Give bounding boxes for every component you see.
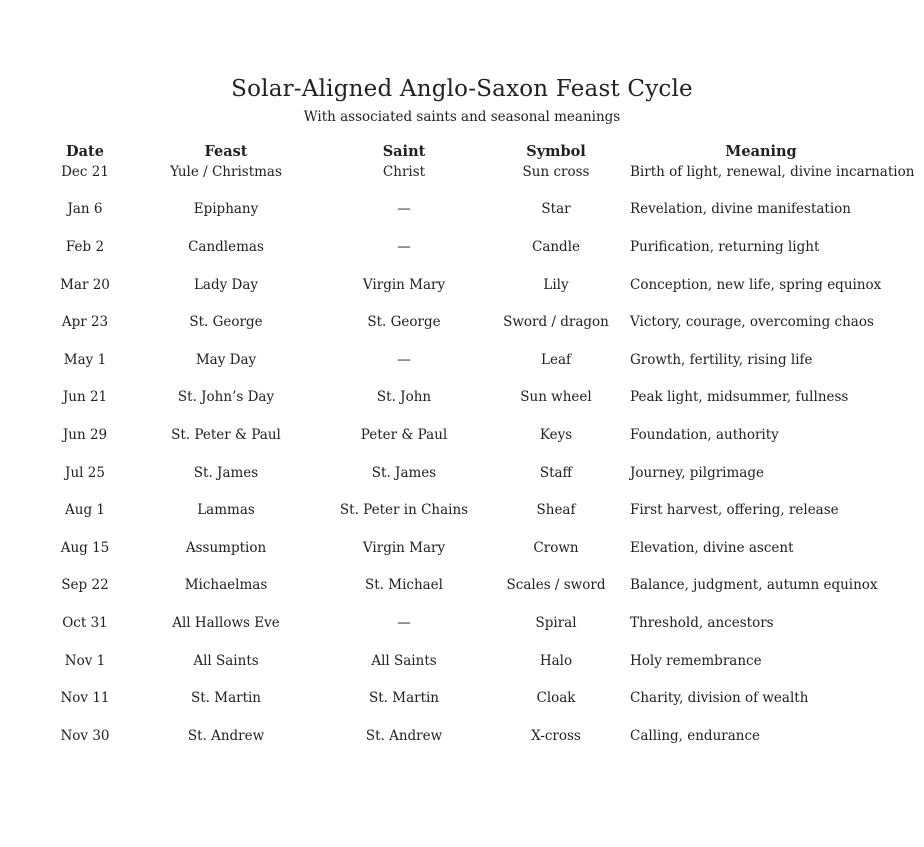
saint-cell: Christ — [382, 163, 426, 180]
feast-table — [30, 143, 915, 764]
feast-table-header — [30, 143, 906, 163]
feast-cell: St. Andrew — [187, 727, 265, 744]
date-cell: Jun 29 — [62, 427, 108, 443]
table-row — [30, 501, 906, 539]
symbol-cell: Cloak — [536, 690, 576, 707]
column-header-meaning: Meaning — [725, 143, 797, 160]
symbol-cell: Leaf — [541, 351, 571, 368]
saint-cell: All Saints — [371, 652, 437, 669]
symbol-cell: Sun wheel — [520, 389, 592, 406]
feast-table-body — [30, 163, 915, 765]
feast-cell: St. James — [193, 464, 259, 481]
meaning-cell: Threshold, ancestors — [630, 614, 774, 631]
feast-cell: Michaelmas — [184, 577, 268, 594]
table-row — [30, 163, 906, 201]
saint-cell: St. John — [376, 389, 432, 406]
table-row — [30, 351, 906, 389]
symbol-cell: Star — [541, 201, 571, 218]
table-row — [30, 614, 906, 652]
feast-cell: Epiphany — [193, 201, 259, 218]
meaning-cell: Elevation, divine ascent — [630, 539, 794, 556]
saint-cell: St. James — [371, 464, 437, 481]
date-cell: Feb 2 — [65, 239, 105, 256]
column-header-symbol: Symbol — [526, 143, 586, 160]
symbol-cell: Crown — [533, 539, 579, 556]
meaning-cell: Birth of light, renewal, divine incarnation — [630, 163, 915, 180]
saint-cell: — — [397, 614, 411, 631]
date-cell: Jan 6 — [67, 201, 103, 218]
feast-cell: All Hallows Eve — [172, 614, 280, 631]
page-subtitle: With associated saints and seasonal meanings — [303, 109, 621, 125]
page-title: Solar-Aligned Anglo-Saxon Feast Cycle — [231, 76, 693, 102]
feast-cell: All Saints — [193, 652, 259, 669]
table-row — [30, 426, 906, 464]
saint-cell: — — [397, 351, 411, 368]
date-cell: Jul 25 — [65, 464, 105, 481]
meaning-cell: Peak light, midsummer, fullness — [630, 389, 849, 406]
meaning-cell: Victory, courage, overcoming chaos — [630, 314, 874, 331]
feast-cell: Lady Day — [193, 276, 259, 293]
symbol-cell: Scales / sword — [506, 577, 606, 594]
table-row — [30, 576, 906, 614]
date-cell: Nov 1 — [64, 652, 106, 669]
symbol-cell: Sun cross — [522, 163, 590, 180]
column-header-feast: Feast — [204, 143, 248, 160]
column-header-date: Date — [66, 143, 104, 160]
symbol-cell: Spiral — [535, 614, 577, 631]
date-cell: Apr 23 — [61, 314, 109, 331]
meaning-cell: Charity, division of wealth — [630, 690, 809, 707]
table-row — [30, 200, 906, 238]
date-cell: Mar 20 — [60, 276, 110, 293]
date-cell: Sep 22 — [61, 577, 109, 594]
saint-cell: St. Peter in Chains — [339, 502, 469, 519]
saint-cell: — — [397, 201, 411, 218]
saint-cell: — — [397, 239, 411, 256]
table-row — [30, 689, 906, 727]
table-row — [30, 238, 906, 276]
feast-cell: Lammas — [197, 502, 255, 519]
symbol-cell: Candle — [531, 239, 581, 256]
date-cell: Jun 21 — [62, 389, 108, 406]
feast-cell: Candlemas — [188, 239, 264, 256]
saint-cell: Virgin Mary — [362, 539, 446, 556]
table-row — [30, 464, 906, 502]
table-row — [30, 388, 906, 426]
date-cell: Nov 11 — [60, 690, 110, 707]
saint-cell: St. Michael — [364, 577, 443, 594]
column-header-saint: Saint — [382, 143, 426, 160]
table-row — [30, 539, 906, 577]
symbol-cell: Sword / dragon — [503, 314, 609, 331]
meaning-cell: Conception, new life, spring equinox — [630, 276, 882, 293]
feast-cell: St. John’s Day — [177, 389, 275, 406]
table-row — [30, 276, 906, 314]
symbol-cell: Lily — [543, 276, 569, 293]
saint-cell: St. Martin — [368, 690, 440, 707]
date-cell: Dec 21 — [61, 163, 109, 180]
meaning-cell: Calling, endurance — [630, 727, 761, 744]
meaning-cell: Balance, judgment, autumn equinox — [630, 577, 878, 594]
date-cell: Nov 30 — [60, 727, 110, 744]
date-cell: Oct 31 — [62, 614, 108, 631]
meaning-cell: First harvest, offering, release — [630, 502, 839, 519]
date-cell: Aug 15 — [60, 539, 110, 556]
feast-cell: May Day — [195, 351, 257, 368]
meaning-cell: Purification, returning light — [630, 239, 820, 256]
meaning-cell: Journey, pilgrimage — [630, 464, 764, 481]
table-row — [30, 652, 906, 690]
feast-cell: Assumption — [185, 539, 267, 556]
date-cell: May 1 — [63, 351, 107, 368]
meaning-cell: Growth, fertility, rising life — [630, 351, 813, 368]
symbol-cell: Keys — [539, 427, 573, 443]
table-row — [30, 313, 906, 351]
feast-cell: St. Peter & Paul — [171, 427, 281, 443]
symbol-cell: X-cross — [531, 727, 581, 744]
saint-cell: Peter & Paul — [360, 427, 448, 443]
symbol-cell: Halo — [539, 652, 573, 669]
symbol-cell: Sheaf — [536, 502, 576, 519]
meaning-cell: Holy remembrance — [630, 652, 762, 669]
header-row — [30, 143, 906, 163]
meaning-cell: Revelation, divine manifestation — [630, 201, 851, 218]
feast-cell: St. Martin — [190, 690, 262, 707]
symbol-cell: Staff — [539, 464, 573, 481]
meaning-cell: Foundation, authority — [630, 427, 779, 443]
saint-cell: St. George — [367, 314, 441, 331]
feast-cell: Yule / Christmas — [170, 163, 282, 180]
feast-cell: St. George — [189, 314, 263, 331]
saint-cell: Virgin Mary — [362, 276, 446, 293]
table-row — [30, 727, 906, 765]
date-cell: Aug 1 — [65, 502, 105, 519]
saint-cell: St. Andrew — [365, 727, 443, 744]
